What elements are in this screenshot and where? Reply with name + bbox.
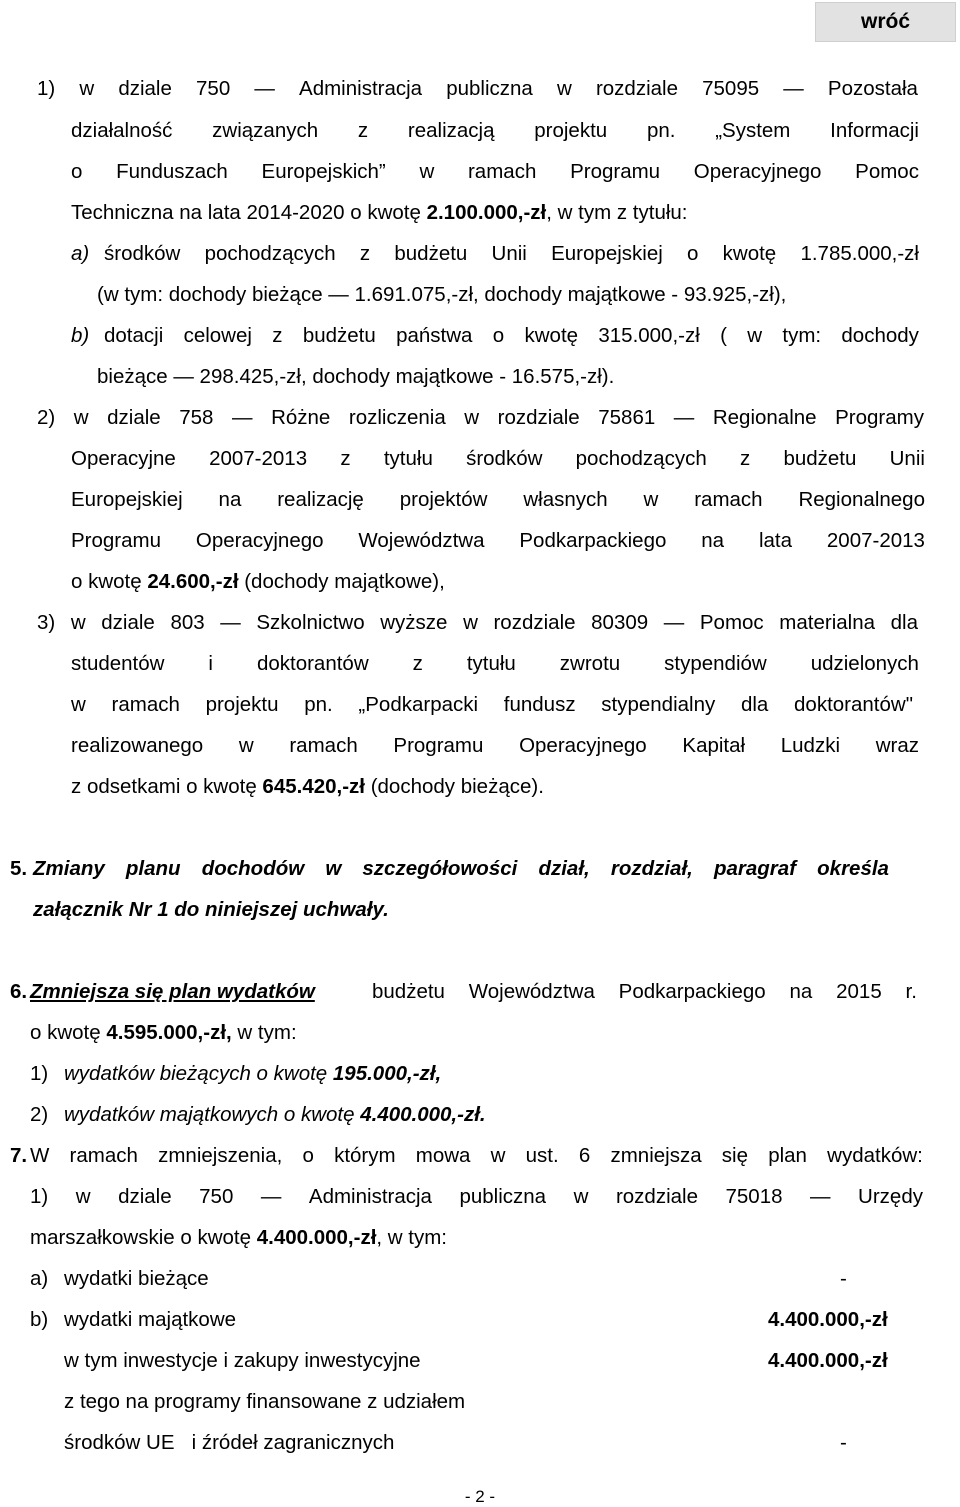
word: w: [73, 406, 89, 429]
s3-line-2: [71, 651, 919, 677]
word: 2007-2013: [826, 529, 925, 552]
word: ramach: [69, 1144, 138, 1167]
word: mowa: [415, 1144, 471, 1167]
word: 75018: [725, 1185, 783, 1208]
word: doktorantów: [256, 652, 369, 675]
s1-label-a: a): [71, 242, 90, 265]
word: Podkarpackiego: [618, 980, 766, 1003]
word: w: [556, 77, 572, 100]
word: Pomoc: [855, 160, 919, 183]
word: 758: [179, 406, 214, 429]
word: ramach: [694, 488, 763, 511]
word: —: [810, 1185, 831, 1208]
word: na: [218, 488, 242, 511]
word: paragraf: [713, 857, 797, 880]
word: tytułu: [466, 652, 516, 675]
word: wydatków:: [827, 1144, 923, 1167]
word: Administracja: [299, 77, 423, 100]
word: na: [701, 529, 725, 552]
s3-line-4: [71, 733, 919, 759]
s3-line-5: z odsetkami o kwotę 645.420,-zł (dochody bieżące).: [71, 775, 544, 798]
word: dochodów: [201, 857, 305, 880]
p6-item-1-body: [64, 1061, 441, 1087]
word: się: [721, 1144, 749, 1167]
p5-line-2: załącznik Nr 1 do niniejszej uchwały.: [33, 898, 389, 921]
word: 1): [30, 1185, 49, 1208]
word: stypendialny: [601, 693, 716, 716]
word: r.: [905, 980, 917, 1003]
p5-number: 5.: [10, 857, 28, 880]
word: Programu: [71, 529, 162, 552]
word: pn.: [304, 693, 333, 716]
word: —: [783, 77, 804, 100]
word: Podkarpackiego: [519, 529, 667, 552]
word: Programu: [393, 734, 484, 757]
s1-line-1: [37, 76, 918, 102]
word: realizowanego: [71, 734, 204, 757]
word: dla: [740, 693, 769, 716]
word: realizację: [277, 488, 364, 511]
word: 750: [199, 1185, 234, 1208]
word: w: [75, 1185, 91, 1208]
word: z: [739, 447, 751, 470]
word: rozdziale: [595, 77, 678, 100]
word: (: [720, 324, 727, 347]
word: budżetu: [372, 980, 445, 1003]
s3-line-1: [37, 610, 918, 636]
word: dla: [890, 611, 918, 634]
word: zwrotu: [559, 652, 621, 675]
word: ramach: [289, 734, 358, 757]
s1-line-3: [71, 159, 919, 185]
word: 75861: [598, 406, 656, 429]
word: realizacją: [407, 119, 495, 142]
s2-line-2: [71, 446, 925, 472]
word: w: [79, 77, 95, 100]
s2-line-5: o kwotę 24.600,-zł (dochody majątkowe),: [71, 570, 445, 593]
word: w: [463, 611, 478, 634]
word: 750: [196, 77, 231, 100]
p7-row-b-text: wydatki majątkowe: [64, 1308, 237, 1331]
word: rozdział,: [610, 857, 693, 880]
word: o: [302, 1144, 314, 1167]
word: o: [687, 242, 699, 265]
word: dziale: [118, 77, 172, 100]
word: budżetu: [394, 242, 468, 265]
p6-line-1: [30, 979, 917, 1005]
word: z: [272, 324, 283, 347]
word: studentów: [71, 652, 165, 675]
word: tym:: [782, 324, 822, 347]
word: Operacyjnego: [195, 529, 324, 552]
word: fundusz: [503, 693, 576, 716]
word: i: [208, 652, 213, 675]
word: 80309: [591, 611, 649, 634]
word: tytułu: [383, 447, 433, 470]
word: działalność: [71, 119, 173, 142]
s2-line-4: [71, 528, 925, 554]
amount: 195.000,-zł,: [332, 1062, 442, 1085]
word: rozdziale: [615, 1185, 698, 1208]
word: z: [412, 652, 423, 675]
word: 1): [37, 77, 56, 100]
p7-row-c-text: w tym inwestycje i zakupy inwestycyjne: [64, 1349, 421, 1372]
word: dział,: [538, 857, 590, 880]
word: Województwa: [468, 980, 595, 1003]
word: budżetu: [783, 447, 857, 470]
word: Pozostała: [827, 77, 918, 100]
word: w: [643, 488, 659, 511]
word: 3): [37, 611, 56, 634]
amount: 4.400.000,-zł.: [360, 1103, 486, 1126]
amount: 24.600,-zł: [147, 570, 239, 593]
word: ust.: [525, 1144, 559, 1167]
p7-row-a-text: wydatki bieżące: [64, 1267, 209, 1290]
word: rozliczenia: [348, 406, 446, 429]
s1-line-4: Techniczna na lata 2014-2020 o kwotę 2.100.000,-zł, w tym z tytułu:: [71, 201, 688, 224]
word: w: [71, 693, 86, 716]
word: którym: [334, 1144, 396, 1167]
word: dochody: [841, 324, 919, 347]
word: dotacji: [104, 324, 164, 347]
word: 315.000,-zł: [598, 324, 700, 347]
word: Różne: [271, 406, 331, 429]
word: doktorantów": [794, 693, 913, 716]
word: pn.: [646, 119, 676, 142]
word: własnych: [523, 488, 608, 511]
p6-item-2-body: wydatków majątkowych o kwotę 4.400.000,-zł.: [64, 1103, 486, 1126]
word: rozdziale: [497, 406, 580, 429]
s1-line-2: [71, 118, 919, 144]
word: o: [71, 160, 83, 183]
word: na: [789, 980, 813, 1003]
s2-line-3: [71, 487, 925, 513]
s1-label-b: b): [71, 324, 90, 347]
p6-item-1: 1) wydatków bieżących o kwotę: [30, 1062, 328, 1085]
word: Województwa: [358, 529, 485, 552]
word: z: [359, 242, 371, 265]
p6-title: Zmniejsza się plan wydatków: [30, 980, 315, 1003]
word: celowej: [183, 324, 252, 347]
word: kwotę: [524, 324, 579, 347]
word: —: [220, 611, 241, 634]
word: Unii: [889, 447, 925, 470]
back-button[interactable]: wróć: [815, 2, 956, 42]
word: publiczna: [459, 1185, 547, 1208]
word: w: [573, 1185, 589, 1208]
word: dziale: [107, 406, 161, 429]
word: Europejskiej: [551, 242, 663, 265]
p7-row-e-value: -: [840, 1431, 847, 1454]
word: Kapitał: [682, 734, 746, 757]
word: o: [492, 324, 505, 347]
word: państwa: [396, 324, 473, 347]
word: w: [70, 611, 86, 634]
page-number: - 2 -: [464, 1487, 496, 1506]
word: 1.785.000,-zł: [800, 242, 919, 265]
word: —: [663, 611, 685, 634]
word: pochodzących: [575, 447, 707, 470]
word: Europejskiej: [71, 488, 183, 511]
p7-line-3: marszałkowskie o kwotę 4.400.000,-zł, w tym:: [30, 1226, 447, 1249]
word: dziale: [101, 611, 155, 634]
amount: 4.595.000,-zł,: [106, 1021, 232, 1044]
word: 6: [578, 1144, 591, 1167]
word: zmniejsza: [610, 1144, 702, 1167]
word: z: [340, 447, 351, 470]
word: Ludzki: [780, 734, 841, 757]
word: 75095: [702, 77, 760, 100]
word: Pomoc: [699, 611, 764, 634]
word: wraz: [875, 734, 919, 757]
p7-row-d-text: z tego na programy finansowane z udziałem: [64, 1390, 466, 1413]
word: z: [357, 119, 369, 142]
amount: 4.400.000,-zł: [256, 1226, 377, 1249]
p7-row-c-value: 4.400.000,-zł: [768, 1349, 888, 1372]
word: rozdziale: [493, 611, 576, 634]
word: —: [232, 406, 253, 429]
word: zmniejszenia,: [158, 1144, 283, 1167]
word: Regionalne: [712, 406, 817, 429]
word: Administracja: [308, 1185, 432, 1208]
word: Urzędy: [858, 1185, 923, 1208]
word: Zmiany: [33, 857, 105, 880]
word: ramach: [467, 160, 537, 183]
s2-line-1: [37, 405, 924, 431]
amount: 645.420,-zł: [262, 775, 365, 798]
word: związanych: [212, 119, 319, 142]
word: 2015: [836, 980, 882, 1003]
word: dziale: [118, 1185, 172, 1208]
s3-line-3: [71, 692, 913, 718]
word: w: [490, 1144, 506, 1167]
word: w: [238, 734, 254, 757]
p5-line-1: [33, 856, 889, 882]
word: kwotę: [722, 242, 777, 265]
word: plan: [768, 1144, 807, 1167]
word: projektów: [399, 488, 488, 511]
word: Programu: [570, 160, 661, 183]
word: określa: [817, 857, 889, 880]
word: 803: [170, 611, 205, 634]
word: wyższe: [380, 611, 448, 634]
word: w: [325, 857, 342, 880]
word: Programy: [835, 406, 924, 429]
word: Unii: [491, 242, 527, 265]
word: „Podkarpacki: [358, 693, 479, 716]
word: budżetu: [302, 324, 376, 347]
word: Operacyjnego: [519, 734, 647, 757]
word: w: [419, 160, 435, 183]
word: lata: [758, 529, 793, 552]
word: projektu: [534, 119, 608, 142]
word: Funduszach: [116, 160, 228, 183]
word: w: [747, 324, 763, 347]
word: stypendiów: [664, 652, 767, 675]
word: projektu: [205, 693, 279, 716]
word: szczegółowości: [362, 857, 518, 880]
p6-number: 6.: [10, 980, 28, 1003]
s1-line-8: bieżące — 298.425,-zł, dochody majątkowe - 16.575,-zł).: [97, 365, 615, 388]
word: Informacji: [830, 119, 919, 142]
word: 2): [37, 406, 56, 429]
s1-line-5: [104, 241, 919, 267]
word: planu: [125, 857, 181, 880]
p6-item-2: 2): [30, 1103, 49, 1126]
word: Europejskich”: [261, 160, 386, 183]
word: Szkolnictwo: [256, 611, 365, 634]
word: Operacyjne: [71, 447, 176, 470]
word: środków: [104, 242, 181, 265]
word: udzielonych: [810, 652, 919, 675]
p7-row-e-text: środków UE i źródeł zagranicznych: [64, 1431, 395, 1454]
word: Operacyjnego: [693, 160, 822, 183]
p7-number: 7.: [10, 1144, 28, 1167]
word: środków: [466, 447, 543, 470]
p7-row-a-value: -: [840, 1267, 847, 1290]
s1-line-6: (w tym: dochody bieżące — 1.691.075,-zł, dochody majątkowe - 93.925,-zł),: [97, 283, 787, 306]
word: materialna: [779, 611, 876, 634]
word: Regionalnego: [798, 488, 925, 511]
word: —: [254, 77, 275, 100]
word: publiczna: [446, 77, 533, 100]
word: —: [260, 1185, 282, 1208]
word: „System: [715, 119, 791, 142]
p7-row-b-label: b): [30, 1308, 49, 1331]
s1-line-7: [104, 323, 919, 349]
word: pochodzących: [204, 242, 336, 265]
p7-row-b-value: 4.400.000,-zł: [768, 1308, 888, 1331]
p7-line-2: [30, 1184, 923, 1210]
p7-row-a-label: a): [30, 1267, 49, 1290]
p7-line-1: [30, 1143, 923, 1169]
word: ramach: [111, 693, 180, 716]
word: 2007-2013: [209, 447, 308, 470]
amount: 2.100.000,-zł: [426, 201, 547, 224]
p6-line-2: o kwotę 4.595.000,-zł, w tym:: [30, 1021, 297, 1044]
word: w: [464, 406, 480, 429]
word: W: [30, 1144, 50, 1167]
word: —: [673, 406, 695, 429]
